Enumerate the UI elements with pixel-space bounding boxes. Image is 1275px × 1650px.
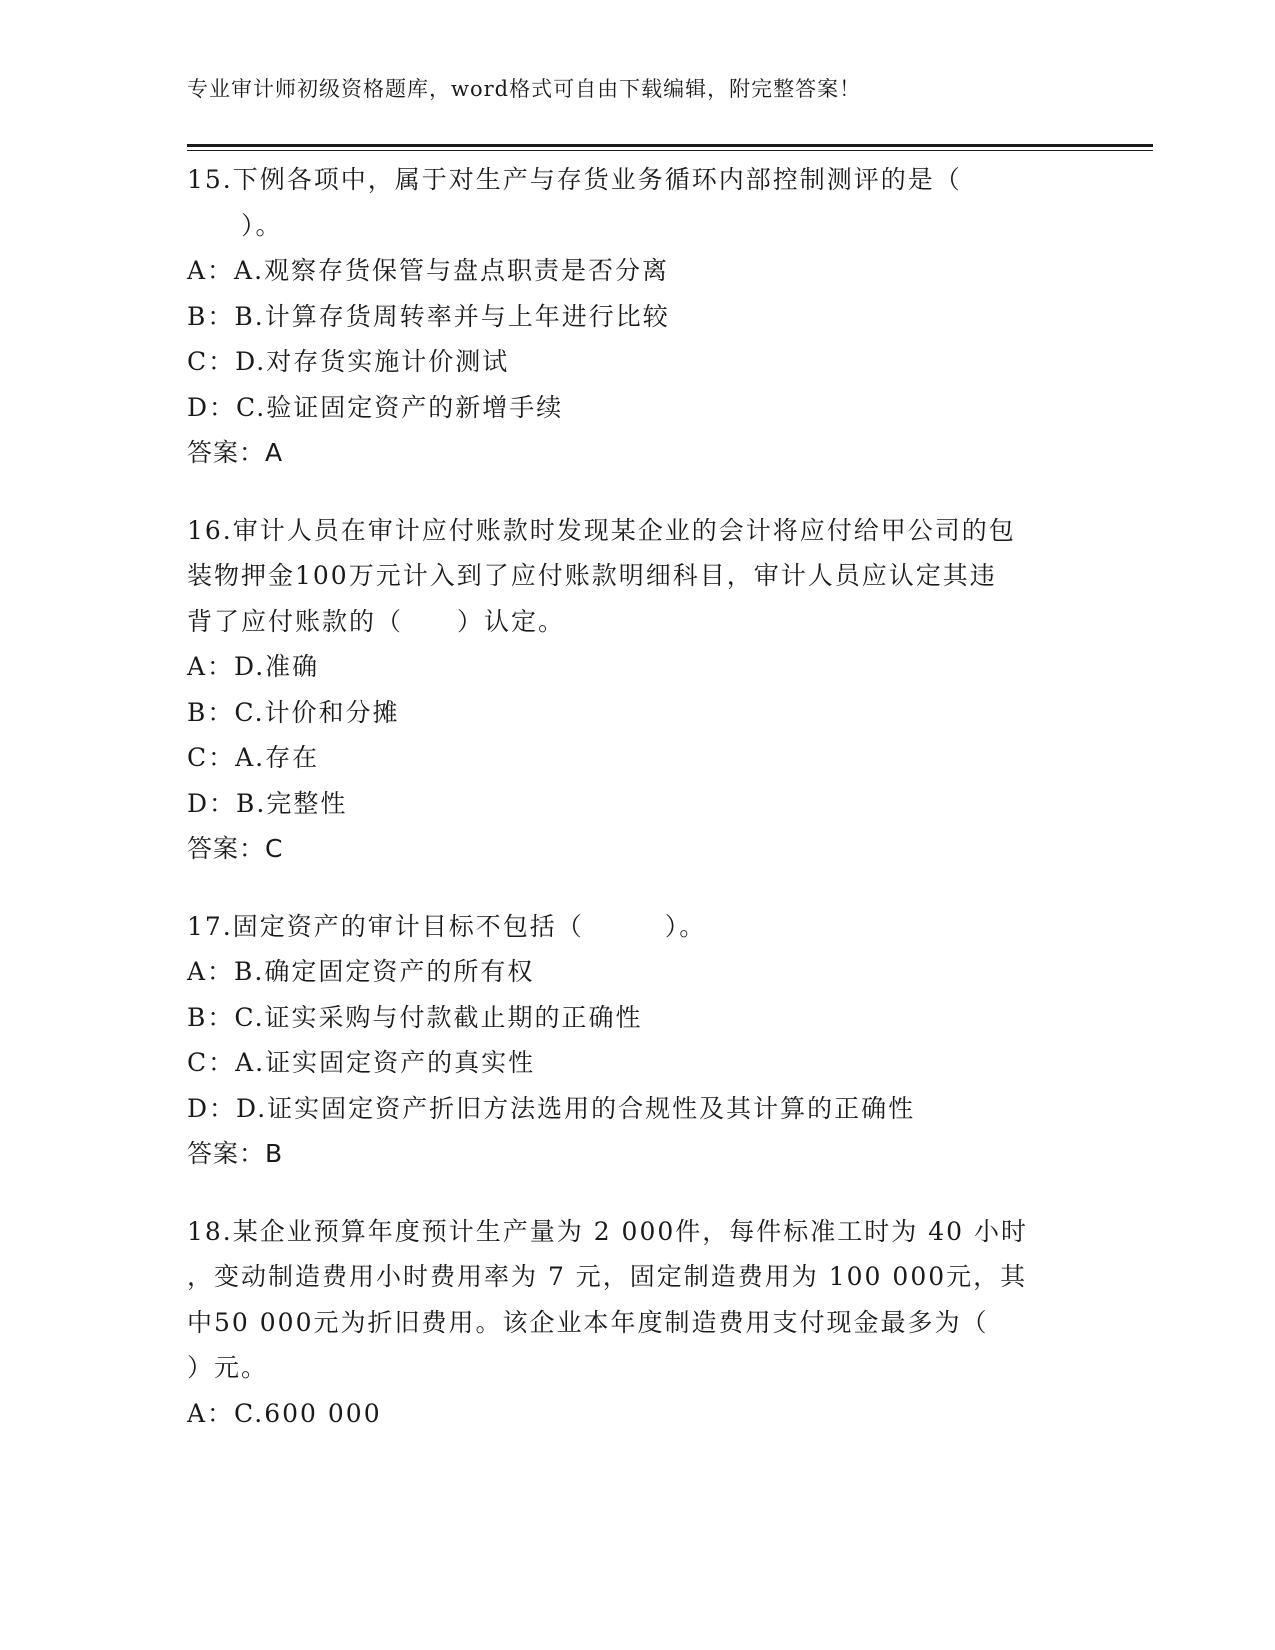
option-a: A：A.观察存货保管与盘点职责是否分离 [187, 256, 670, 285]
answer: 答案：A [187, 438, 284, 467]
option-a: A：B.确定固定资产的所有权 [187, 957, 535, 986]
option-d: D：C.验证固定资产的新增手续 [187, 392, 564, 422]
question-stem-line: ）。 [187, 210, 283, 240]
question-stem-line: 背了应付账款的（ ）认定。 [187, 606, 566, 636]
option-d: D：B.完整性 [187, 788, 348, 818]
question-list [187, 157, 1087, 1468]
question-stem-line: 装物押金100万元计入到了应付账款明细科目，审计人员应认定其违 [187, 561, 997, 590]
answer: 答案：C [187, 834, 284, 863]
option-a: A：C.600 000 [187, 1398, 382, 1428]
question-stem-line: ，变动制造费用小时费用率为 7 元，固定制造费用为 100 000元，其 [187, 1262, 1028, 1291]
question-stem-line: 中50 000元为折旧费用。该企业本年度制造费用支付现金最多为（ [187, 1307, 989, 1337]
option-b: B：C.证实采购与付款截止期的正确性 [187, 1002, 643, 1032]
question-stem-line: ）元。 [187, 1353, 269, 1382]
question-18 [187, 1209, 1087, 1437]
header-rule-thin [187, 150, 1153, 151]
question-17 [187, 904, 1087, 1177]
header-rule-thick [187, 144, 1153, 147]
page-header: 专业审计师初级资格题库，word格式可自由下载编辑，附完整答案！ [187, 77, 862, 101]
option-b: B：B.计算存货周转率并与上年进行比较 [187, 301, 670, 331]
question-stem-line: 16.审计人员在审计应付账款时发现某企业的会计将应付给甲公司的包 [187, 515, 1016, 545]
option-c: C：A.存在 [187, 743, 320, 772]
option-c: C：D.对存货实施计价测试 [187, 347, 510, 376]
option-c: C：A.证实固定资产的真实性 [187, 1048, 536, 1077]
question-stem-line: 17.固定资产的审计目标不包括（ ）。 [187, 911, 707, 941]
answer: 答案：B [187, 1139, 284, 1168]
option-d: D：D.证实固定资产折旧方法选用的合规性及其计算的正确性 [187, 1093, 916, 1123]
question-stem-line: 15.下例各项中，属于对生产与存货业务循环内部控制测评的是（ [187, 165, 962, 194]
option-a: A：D.准确 [187, 652, 320, 681]
question-16 [187, 508, 1087, 872]
question-stem-line: 18.某企业预算年度预计生产量为 2 000件，每件标准工时为 40 小时 [187, 1216, 1028, 1246]
option-b: B：C.计价和分摊 [187, 697, 400, 727]
question-15 [187, 157, 1087, 476]
